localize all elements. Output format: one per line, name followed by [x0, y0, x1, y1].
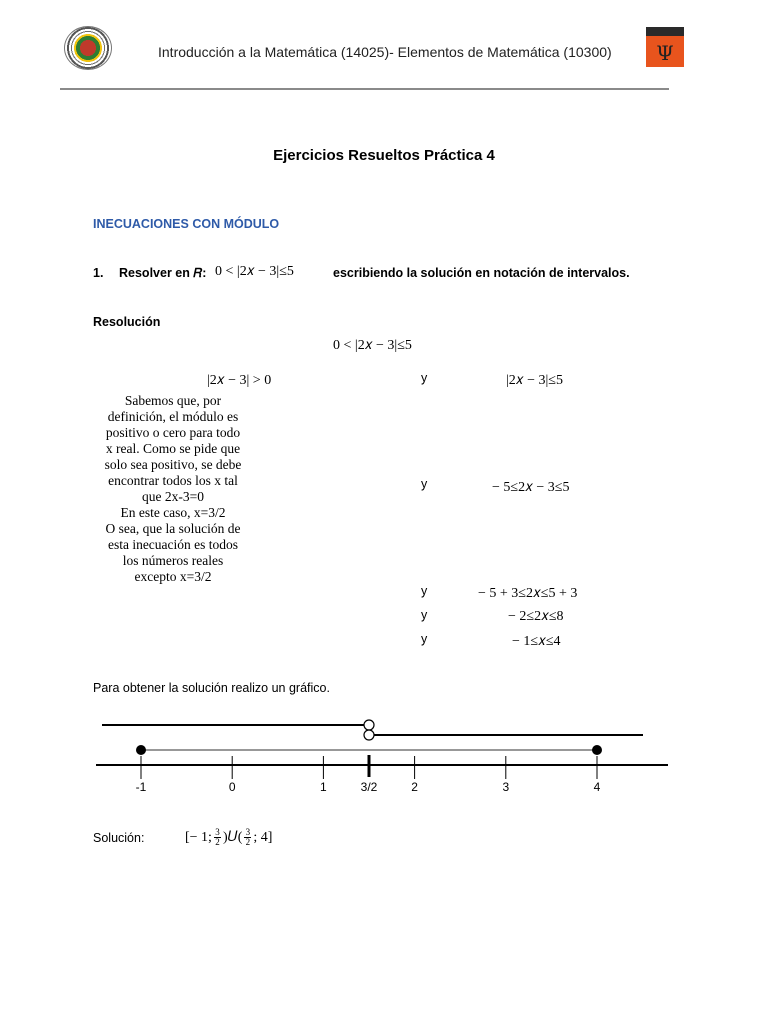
explanation-line: solo sea positivo, se debe — [104, 457, 242, 472]
explanation-line: En este caso, x=3/2 — [120, 505, 226, 520]
solution-open: [− 1; — [185, 829, 212, 845]
explanation-line: Sabemos que, por — [124, 393, 222, 408]
step-expression: − 2≤2𝑥≤8 — [508, 609, 564, 624]
tick-label: 3 — [502, 780, 510, 794]
explanation-line: positivo o cero para todo — [105, 425, 241, 440]
step-expression: |2𝑥 − 3|≤5 — [506, 373, 563, 388]
tick-label: 0 — [228, 780, 236, 794]
open-point-upper — [364, 720, 374, 730]
conjunction-y: y — [421, 584, 428, 598]
header-divider — [60, 88, 669, 90]
solution-close: ; 4] — [253, 829, 273, 845]
header-course-title: Introducción a la Matemática (14025)- Elementos de Matemática (10300) — [158, 44, 612, 60]
math-department-logo — [646, 27, 684, 67]
main-inequality: 0 < |2𝑥 − 3|≤5 — [333, 338, 412, 353]
explanation-line: x real. Como se pide que — [105, 441, 241, 456]
document-title: Ejercicios Resueltos Práctica 4 — [273, 147, 495, 164]
explanation-line: definición, el módulo es — [107, 409, 239, 424]
explanation-line: que 2x-3=0 — [142, 489, 204, 504]
number-line-graph — [0, 700, 768, 810]
explanation-line: esta inecuación es todos — [107, 537, 239, 552]
closed-point-left — [136, 745, 146, 755]
resolution-heading: Resolución — [93, 315, 161, 329]
section-heading: INECUACIONES CON MÓDULO — [93, 217, 280, 231]
tick-label: -1 — [135, 780, 147, 794]
exercise-number: 1. — [93, 266, 104, 280]
tick-label: 2 — [411, 780, 418, 794]
exercise-suffix: escribiendo la solución en notación de intervalos. — [333, 266, 630, 280]
conjunction-y: y — [421, 608, 428, 622]
left-inequality: |2𝑥 − 3| > 0 — [207, 373, 272, 388]
explanation-line: excepto x=3/2 — [134, 569, 212, 584]
solution-union: )𝑈( — [222, 829, 243, 845]
tick-label: 4 — [593, 780, 601, 794]
university-seal-logo — [64, 26, 112, 70]
explanation-line: los números reales — [122, 553, 224, 568]
closed-point-right — [592, 745, 602, 755]
fraction-three-halves: $\frac{3}{2}$ — [245, 827, 251, 847]
explanation-line: O sea, que la solución de — [105, 521, 241, 536]
graph-intro-text: Para obtener la solución realizo un gráfico. — [93, 681, 330, 695]
tick-label: 3/2 — [360, 780, 378, 794]
conjunction-y: y — [421, 371, 428, 385]
explanation-line: encontrar todos los x tal — [108, 473, 238, 488]
step-expression: − 5≤2𝑥 − 3≤5 — [492, 480, 570, 495]
fraction-three-halves: $\frac{3}{2}$ — [215, 827, 220, 847]
step-expression: − 5 + 3≤2𝑥≤5 + 3 — [478, 586, 578, 601]
exercise-prefix: Resolver en 𝑅: — [119, 266, 207, 280]
conjunction-y: y — [421, 632, 428, 646]
solution-expression — [185, 828, 272, 847]
step-expression: − 1≤𝑥≤4 — [512, 634, 561, 649]
psi-icon: Ψ — [656, 41, 674, 65]
explanation-text — [88, 393, 258, 585]
tick-label: 1 — [320, 780, 327, 794]
solution-label: Solución: — [93, 831, 145, 845]
conjunction-y: y — [421, 477, 428, 491]
open-point-lower — [364, 730, 374, 740]
exercise-expression: 0 < |2𝑥 − 3|≤5 — [215, 264, 294, 279]
